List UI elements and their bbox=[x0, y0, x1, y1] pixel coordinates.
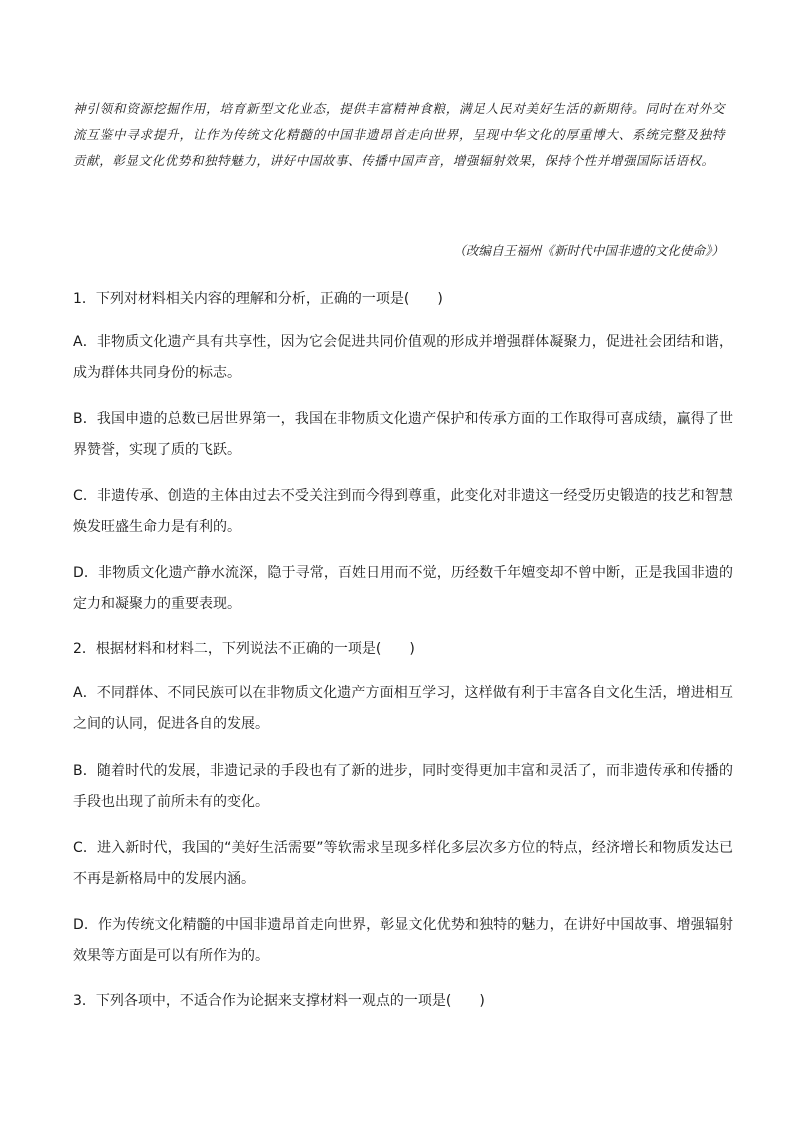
question-1-option-a: A．非物质文化遗产具有共享性，因为它会促进共同价值观的形成并增强群体凝聚力，促进社会团结和谐，成为群体共同身份的标志。 bbox=[73, 334, 733, 381]
question-2-stem: 2．根据材料和材料二，下列说法不正确的一项是( ) bbox=[73, 641, 415, 657]
question-2-option-a: A．不同群体、不同民族可以在非物质文化遗产方面相互学习，这样做有利于丰富各自文化生活，增进相互之间的认同，促进各自的发展。 bbox=[73, 685, 733, 732]
passage-paragraph: 神引领和资源挖掘作用，培育新型文化业态，提供丰富精神食粮，满足人民对美好生活的新期待。同时在对外交流互鉴中寻求提升，让作为传统文化精髓的中国非遗昂首走向世界，呈现中华文化的厚重博大、系统完整及独特贡献，彰显文化优势和独特魅力，讲好中国故事、传播中国声音，增强辐射效果，保持个性并增强国际话语权。 bbox=[73, 101, 725, 168]
question-2-option-c: C．进入新时代，我国的“美好生活需要”等软需求呈现多样化多层次多方位的特点，经济增长和物质发达已不再是新格局中的发展内涵。 bbox=[73, 840, 733, 887]
question-1-option-b: B．我国申遗的总数已居世界第一，我国在非物质文化遗产保护和传承方面的工作取得可喜成绩，赢得了世界赞誉，实现了质的飞跃。 bbox=[73, 411, 733, 458]
question-1-stem: 1．下列对材料相关内容的理解和分析，正确的一项是( ) bbox=[73, 291, 443, 307]
passage-source: （改编自王福州《新时代中国非遗的文化使命》） bbox=[453, 243, 724, 258]
question-1-option-d: D．非物质文化遗产静水流深，隐于寻常，百姓日用而不觉，历经数千年嬗变却不曾中断，正是我国非遗的定力和凝聚力的重要表现。 bbox=[73, 565, 733, 612]
question-1-option-c: C．非遗传承、创造的主体由过去不受关注到而今得到尊重，此变化对非遗这一经受历史锻造的技艺和智慧焕发旺盛生命力是有利的。 bbox=[73, 488, 733, 535]
question-3-stem: 3．下列各项中，不适合作为论据来支撑材料一观点的一项是( ) bbox=[73, 993, 485, 1009]
question-2-option-d: D．作为传统文化精髓的中国非遗昂首走向世界，彰显文化优势和独特的魅力，在讲好中国故事、增强辐射效果等方面是可以有所作为的。 bbox=[73, 917, 733, 964]
question-2-option-b: B．随着时代的发展，非遗记录的手段也有了新的进步，同时变得更加丰富和灵活了，而非遗传承和传播的手段也出现了前所未有的变化。 bbox=[73, 763, 733, 810]
